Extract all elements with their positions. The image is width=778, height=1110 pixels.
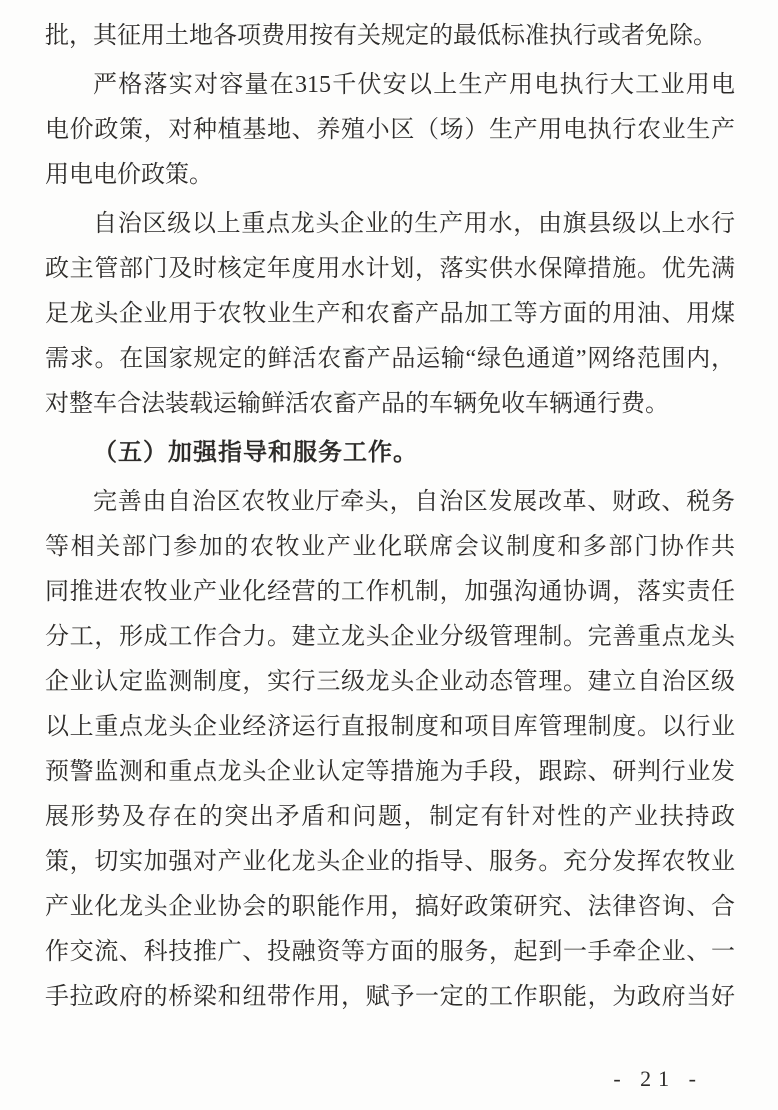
text-line: 严格落实对容量在315千伏安以上生产用电执行大工业用电 [93,72,735,98]
page-number: - 21 - [613,1066,703,1091]
text-line: 政主管部门及时核定年度用水计划，落实供水保障措施。优先满 [45,256,735,282]
text-line: 足龙头企业用于农牧业生产和农畜产品加工等方面的用油、用煤 [45,301,735,327]
text-line: 作交流、科技推广、投融资等方面的服务，起到一手牵企业、一 [45,939,735,965]
text-line: 同推进农牧业产业化经营的工作机制，加强沟通协调，落实责任 [45,579,735,605]
text-line: 企业认定监测制度，实行三级龙头企业动态管理。建立自治区级 [45,669,735,695]
text-line: 等相关部门参加的农牧业产业化联席会议制度和多部门协作共 [45,534,735,560]
text-line: 批，其征用土地各项费用按有关规定的最低标准执行或者免除。 [45,23,717,49]
text-line: 策，切实加强对产业化龙头企业的指导、服务。充分发挥农牧业 [45,849,735,875]
text-line: 以上重点龙头企业经济运行直报制度和项目库管理制度。以行业 [45,714,735,740]
text-line: 手拉政府的桥梁和纽带作用，赋予一定的工作职能，为政府当好 [45,984,735,1010]
text-line: 自治区级以上重点龙头企业的生产用水，由旗县级以上水行 [93,211,735,237]
text-line: 对整车合法装载运输鲜活农畜产品的车辆免收车辆通行费。 [45,391,669,417]
section-heading: （五）加强指导和服务工作。 [93,440,418,466]
text-line: 电价政策，对种植基地、养殖小区（场）生产用电执行农业生产 [45,117,735,143]
text-line: 需求。在国家规定的鲜活农畜产品运输“绿色通道”网络范围内， [45,346,735,372]
text-line: 分工，形成工作合力。建立龙头企业分级管理制。完善重点龙头 [45,624,735,650]
document-body [45,14,735,1020]
text-line: 用电电价政策。 [45,162,213,188]
text-line: 产业化龙头企业协会的职能作用，搞好政策研究、法律咨询、合 [45,894,735,920]
text-line: 完善由自治区农牧业厅牵头，自治区发展改革、财政、税务 [93,489,735,515]
text-line: 预警监测和重点龙头企业认定等措施为手段，跟踪、研判行业发 [45,759,735,785]
text-line: 展形势及存在的突出矛盾和问题，制定有针对性的产业扶持政 [45,804,735,830]
